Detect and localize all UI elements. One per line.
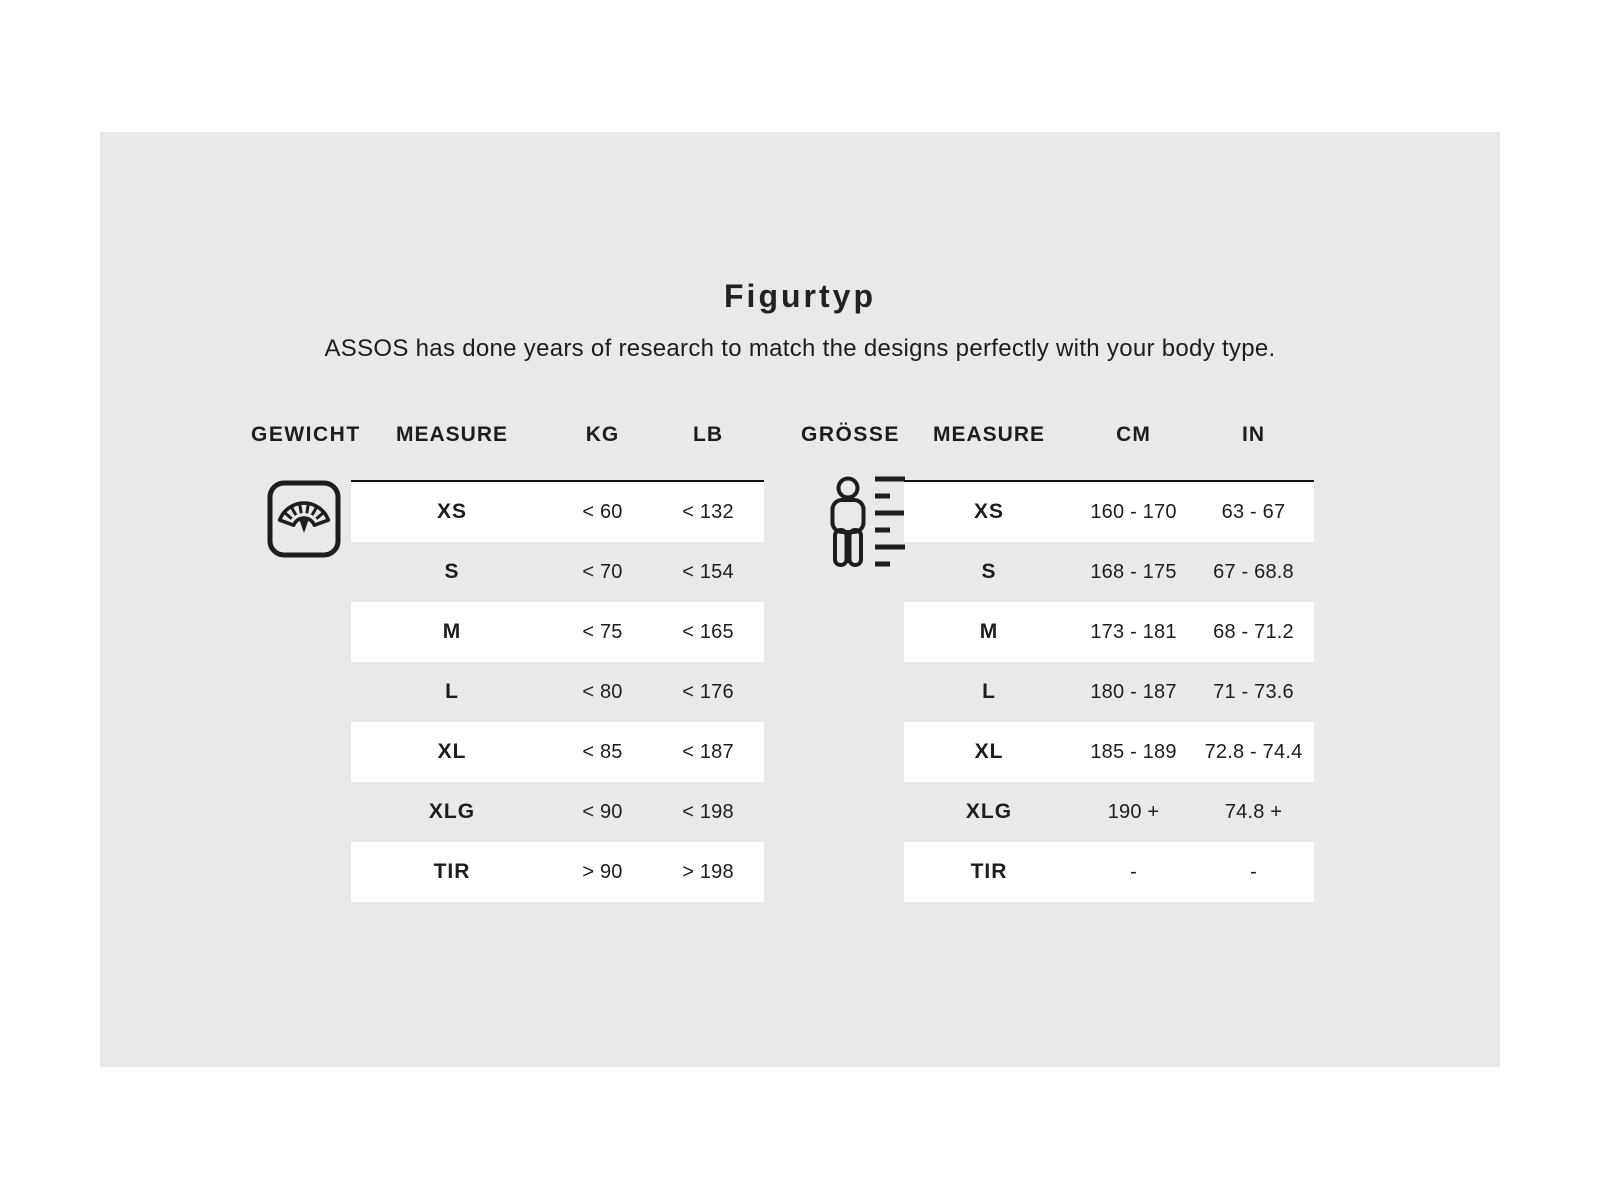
height-section — [801, 413, 1314, 902]
size-cell: XLG — [965, 800, 1013, 823]
height-group-label: GRÖSSE — [801, 423, 900, 446]
size-cell: XS — [436, 500, 467, 523]
size-cell: M — [979, 620, 999, 643]
table-row — [904, 782, 1314, 842]
table-row — [904, 842, 1314, 902]
in-cell: 67 - 68.8 — [1213, 560, 1294, 583]
table-row — [904, 722, 1314, 782]
size-cell: M — [442, 620, 462, 643]
kg-cell: < 90 — [582, 800, 623, 823]
in-cell: 72.8 - 74.4 — [1204, 740, 1303, 763]
size-cell: S — [981, 560, 997, 583]
size-cell: L — [982, 680, 996, 703]
weight-group-label: GEWICHT — [251, 423, 361, 446]
table-row — [351, 482, 764, 542]
size-cell: XS — [973, 500, 1004, 523]
height-table-body — [801, 480, 1314, 902]
height-col-in: IN — [1242, 423, 1265, 446]
kg-cell: < 80 — [582, 680, 623, 703]
weight-table-header — [251, 413, 764, 457]
in-cell: - — [1250, 860, 1257, 883]
cm-cell: 180 - 187 — [1090, 680, 1177, 703]
table-row — [351, 542, 764, 602]
size-chart-panel — [100, 132, 1500, 1067]
cm-cell: 168 - 175 — [1090, 560, 1177, 583]
kg-cell: < 60 — [582, 500, 623, 523]
cm-cell: 185 - 189 — [1090, 740, 1177, 763]
size-cell: XL — [437, 740, 467, 763]
size-cell: TIR — [970, 860, 1008, 883]
cm-cell: 160 - 170 — [1090, 500, 1177, 523]
lb-cell: < 154 — [682, 560, 734, 583]
weight-rows — [351, 480, 764, 902]
size-tables — [251, 413, 1314, 902]
table-row — [351, 782, 764, 842]
table-row — [904, 662, 1314, 722]
cm-cell: 173 - 181 — [1090, 620, 1177, 643]
in-cell: 74.8 + — [1224, 800, 1283, 823]
size-cell: XLG — [428, 800, 476, 823]
kg-cell: < 75 — [582, 620, 623, 643]
weight-col-lb: LB — [693, 423, 723, 446]
table-row — [351, 662, 764, 722]
weight-col-kg: KG — [585, 423, 620, 446]
kg-cell: > 90 — [582, 860, 623, 883]
table-row — [351, 722, 764, 782]
weight-scale-icon — [251, 480, 351, 902]
in-cell: 71 - 73.6 — [1213, 680, 1294, 703]
lb-cell: < 176 — [682, 680, 734, 703]
in-cell: 63 - 67 — [1221, 500, 1286, 523]
size-cell: TIR — [433, 860, 471, 883]
height-ruler-icon — [801, 480, 904, 902]
table-row — [904, 482, 1314, 542]
height-col-cm: CM — [1116, 423, 1151, 446]
in-cell: 68 - 71.2 — [1213, 620, 1294, 643]
cm-cell: - — [1130, 860, 1137, 883]
lb-cell: < 187 — [682, 740, 734, 763]
page-title: Figurtyp — [724, 278, 876, 314]
height-rows — [904, 480, 1314, 902]
lb-cell: < 165 — [682, 620, 734, 643]
lb-cell: < 198 — [682, 800, 734, 823]
table-row — [904, 542, 1314, 602]
size-cell: XL — [974, 740, 1004, 763]
kg-cell: < 85 — [582, 740, 623, 763]
weight-table-body — [251, 480, 764, 902]
kg-cell: < 70 — [582, 560, 623, 583]
size-cell: S — [444, 560, 460, 583]
cm-cell: 190 + — [1107, 800, 1160, 823]
lb-cell: > 198 — [682, 860, 734, 883]
size-cell: L — [445, 680, 459, 703]
table-row — [351, 602, 764, 662]
weight-section — [251, 413, 764, 902]
lb-cell: < 132 — [682, 500, 734, 523]
table-row — [351, 842, 764, 902]
page-subtitle: ASSOS has done years of research to match the designs perfectly with your body type. — [324, 335, 1276, 362]
table-row — [904, 602, 1314, 662]
height-table-header — [801, 413, 1314, 457]
height-col-measure: MEASURE — [932, 423, 1045, 446]
weight-col-measure: MEASURE — [395, 423, 508, 446]
